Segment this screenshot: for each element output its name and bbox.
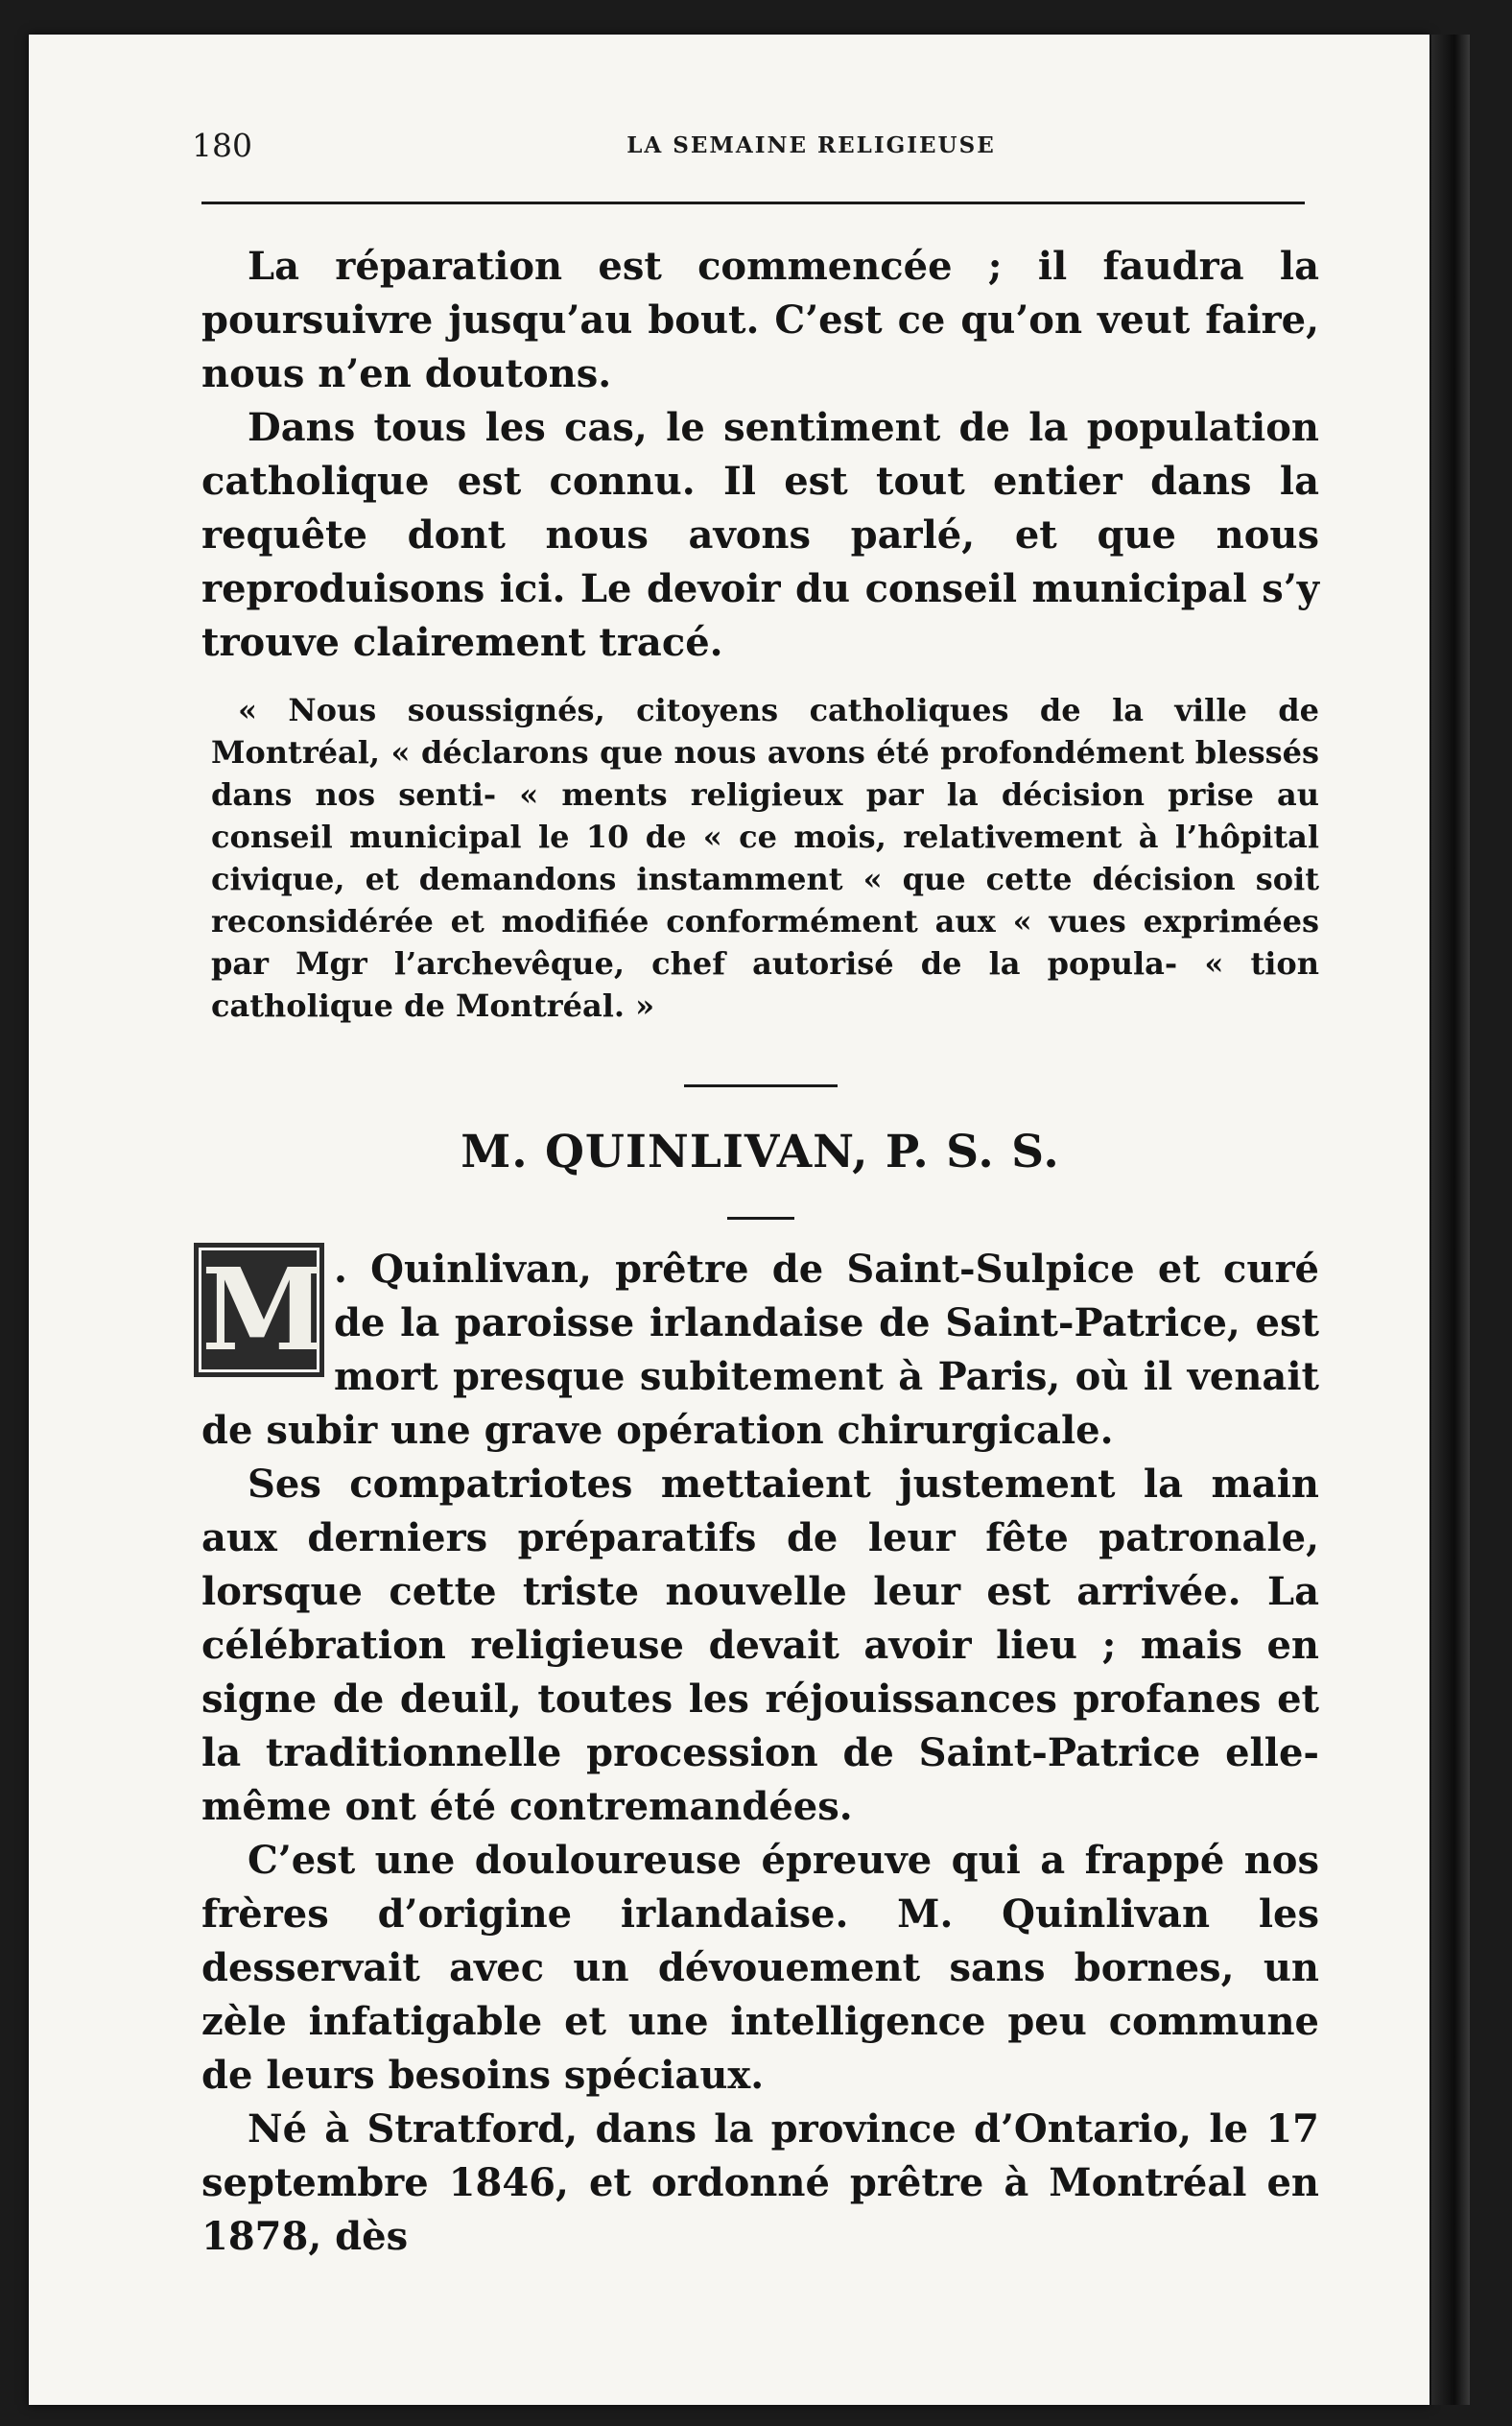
page-header	[192, 119, 1430, 177]
section-title: M. QUINLIVAN, P. S. S.	[461, 1126, 1060, 1178]
page-number: 180	[192, 127, 252, 164]
title-underline	[727, 1217, 794, 1220]
running-head: LA SEMAINE RELIGIEUSE	[626, 132, 996, 158]
header-rule	[201, 202, 1305, 204]
paragraph: . Quinlivan, prêtre de Saint-Sulpice et curé de la paroisse irlandaise de Saint-Patrice, est mort presque subitement à Paris, où il venait de subir une grave opération chirurgicale.	[201, 1247, 1319, 1453]
paragraph: Ses compatriotes mettaient justement la main aux derniers préparatifs de leur fête patronale, lorsque cette triste nouvelle leur est arrivée. La célébration religieuse devait avoir lieu ; mais en signe de deuil, toutes les réjouissances profanes et la traditionnelle procession de Saint-Patrice elle-même ont été contremandées.	[201, 1462, 1319, 1829]
petition-quote: « Nous soussignés, citoyens catholiques de la ville de Montréal, « déclarons que nous avons été profondément blessés dans nos senti- « ments religieux par la décision prise au conseil municipal le 10 de « ce mois, relativement à l’hôpital civique, et demandons instamment « que cette décision soit reconsidérée et modifiée conformément aux « vues exprimées par Mgr l’archevêque, chef autorisé de la popula- « tion catholique de Montréal. »	[211, 692, 1319, 1024]
paragraph: La réparation est commencée ; il faudra la poursuivre jusqu’au bout. C’est ce qu’on veut faire, nous n’en doutons.	[201, 244, 1319, 396]
paragraph: C’est une douloureuse épreuve qui a frappé nos frères d’origine irlandaise. M. Quinlivan les desservait avec un dévouement sans bornes, un zèle infatigable et une intelligence peu commune de leurs besoins spéciaux.	[201, 1838, 1319, 2098]
paragraph: Né à Stratford, dans la province d’Ontario, le 17 septembre 1846, et ordonné prêtre à Montréal en 1878, dès	[201, 2106, 1319, 2259]
body-text	[201, 240, 1319, 2264]
section-divider	[684, 1084, 838, 1087]
drop-cap-initial: M	[201, 1243, 327, 1376]
book-spine	[1431, 35, 1470, 2405]
paragraph: Dans tous les cas, le sentiment de la population catholique est connu. Il est tout entier dans la requête dont nous avons parlé, et que nous reproduisons ici. Le devoir du conseil municipal s’y trouve clairement tracé.	[201, 405, 1319, 665]
